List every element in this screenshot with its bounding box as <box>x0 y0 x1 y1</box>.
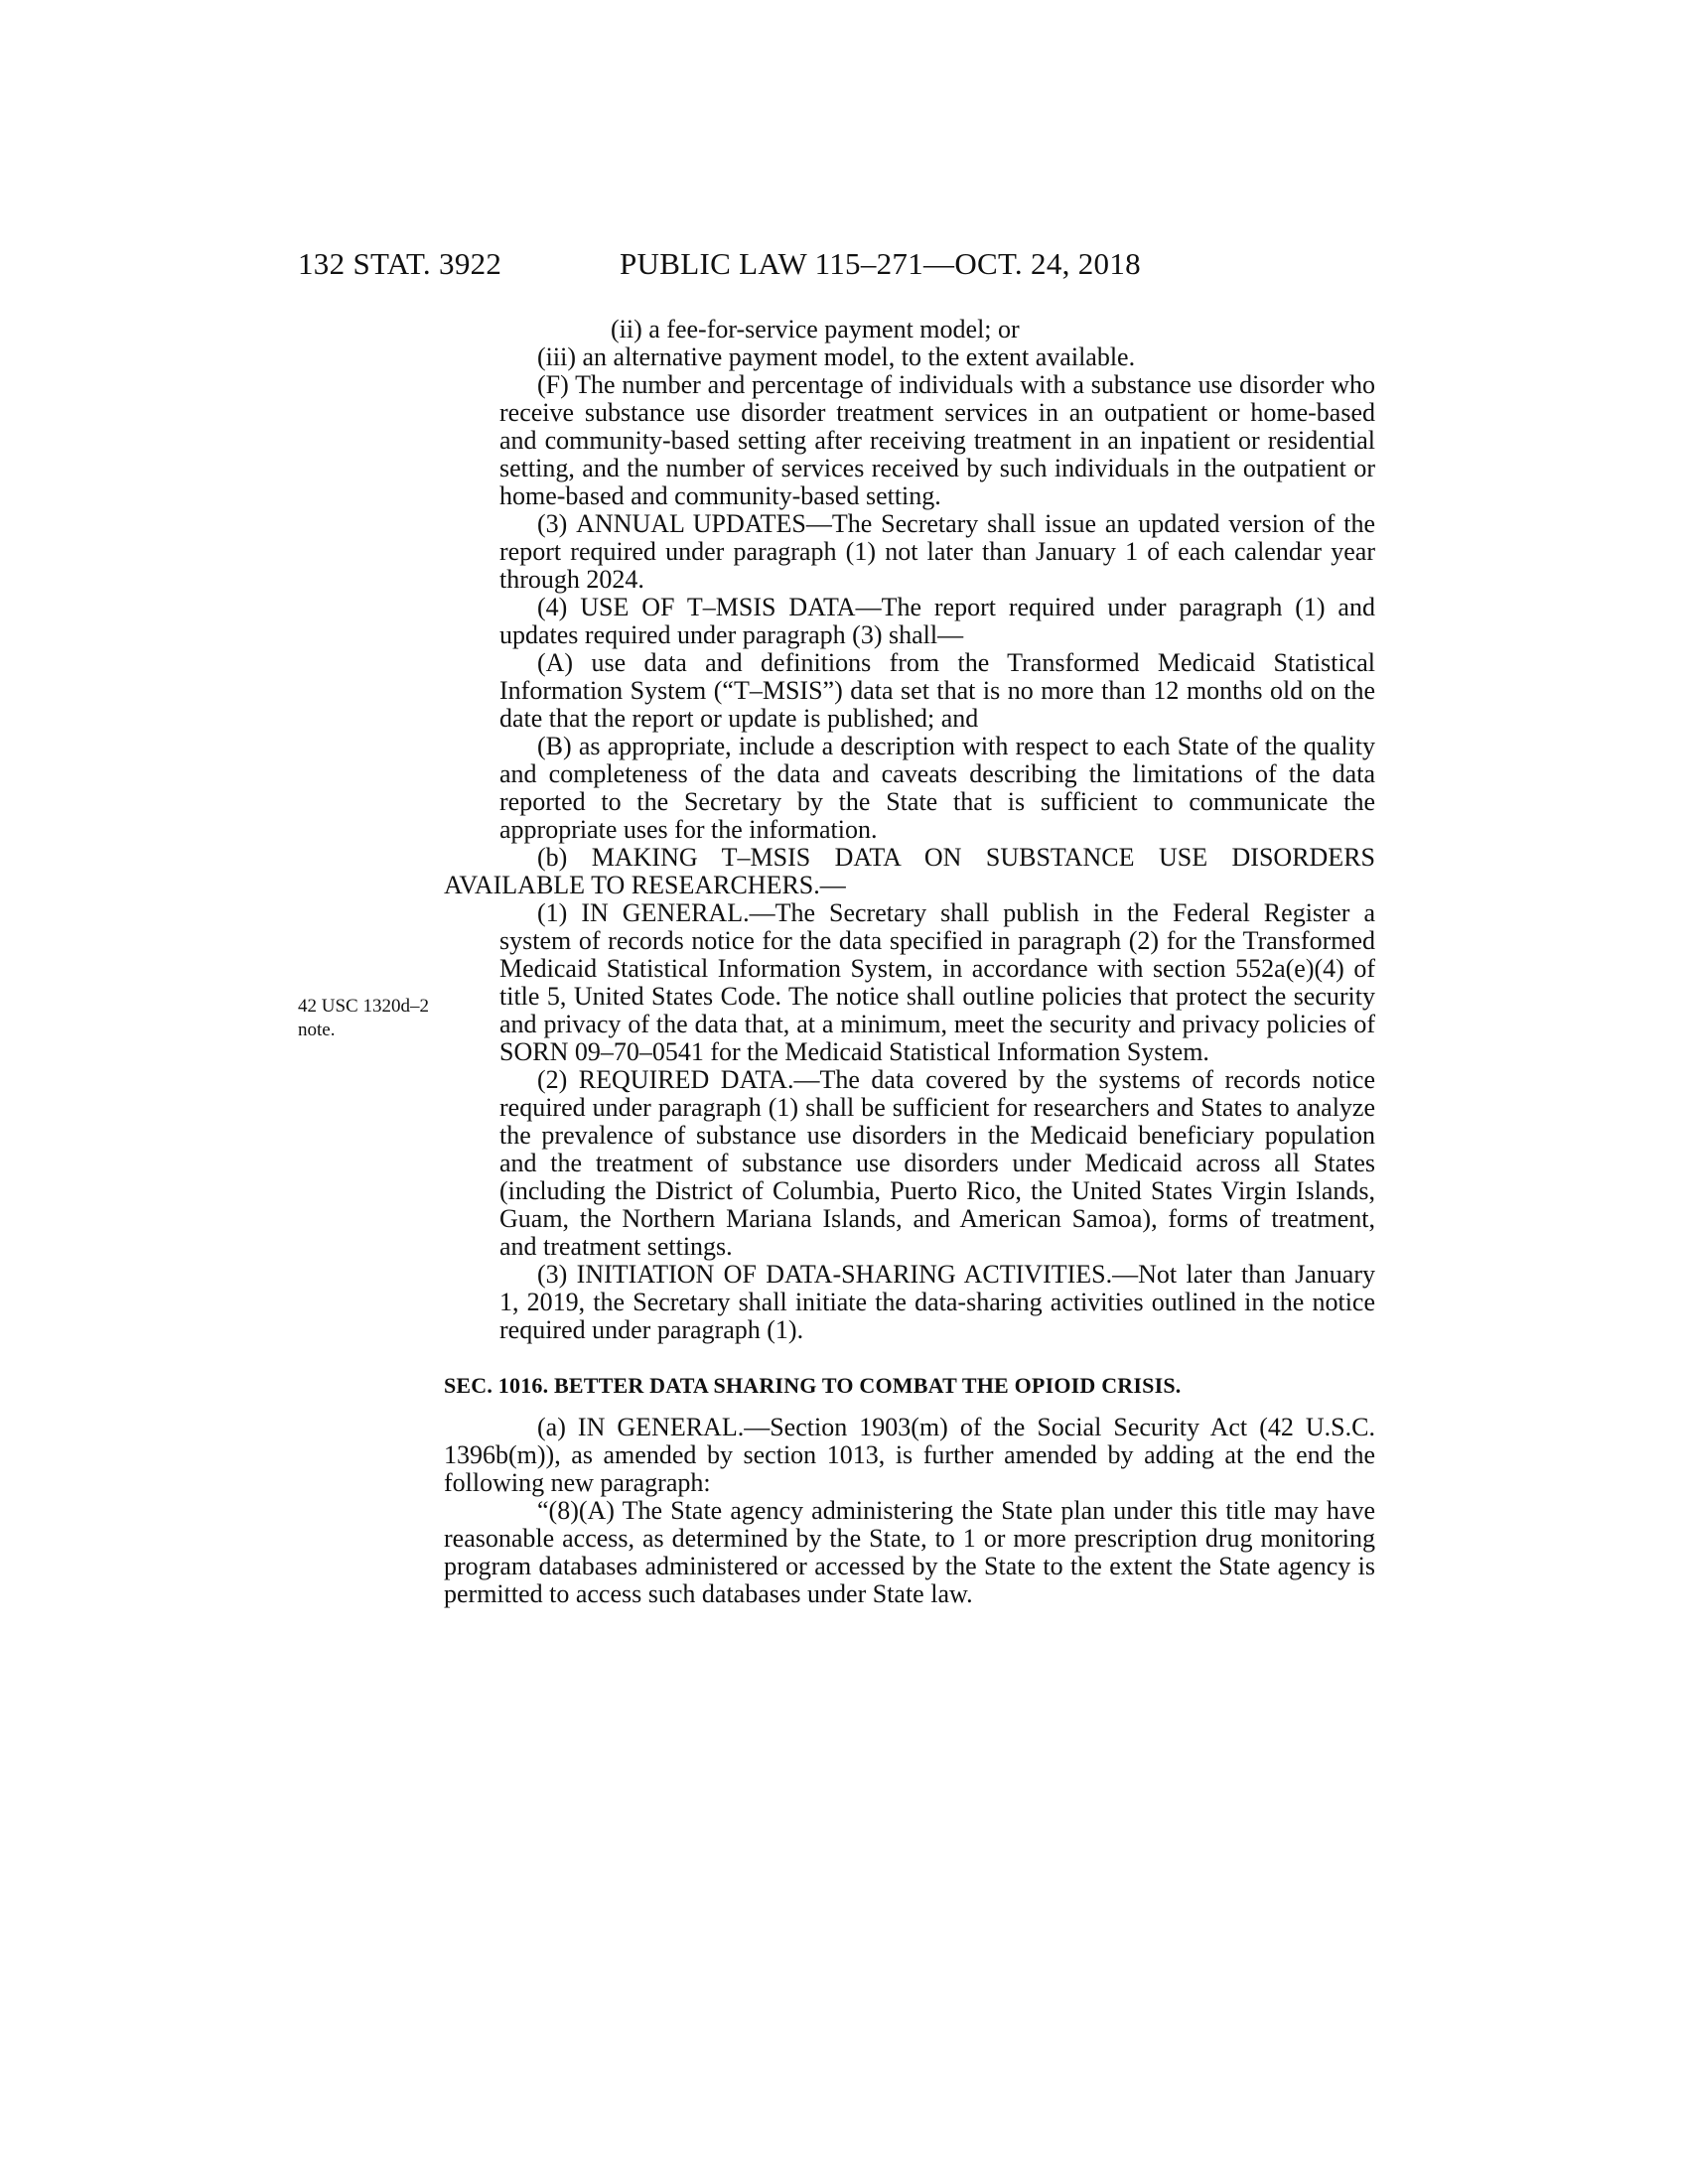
margin-note <box>298 995 429 1042</box>
paragraph-4-label: (4) <box>537 593 581 621</box>
paragraph-b2-label: (2) <box>537 1065 579 1094</box>
paragraph-b2 <box>499 1066 1375 1261</box>
paragraph-b2-heading: REQUIRED DATA <box>578 1065 787 1094</box>
paragraph-b3-label: (3) <box>537 1260 577 1289</box>
paragraph-3-label: (3) <box>537 509 577 538</box>
statute-page-reference: 132 STAT. 3922 <box>298 246 502 281</box>
subparagraph-b: (B) as appropriate, include a description with respect to each State of the quality and completeness of the data and caveats describing the limitations of the data reported to the Secretary by the State that is sufficient to communicate the appropriate uses for the information. <box>499 732 1375 844</box>
paragraph-b1 <box>499 899 1375 1066</box>
paragraph-b1-label: (1) <box>537 898 582 927</box>
section-heading: SEC. 1016. BETTER DATA SHARING TO COMBAT THE OPIOID CRISIS. <box>444 1373 1182 1398</box>
paragraph-b3-text: .—Not later than January 1, 2019, the Secretary shall initiate the data-sharing activities outlined in the notice required under paragraph (1). <box>499 1260 1375 1344</box>
paragraph-b3-heading: INITIATION OF DATA-SHARING ACTIVITIES <box>576 1260 1106 1289</box>
subsection-b-dash: .— <box>813 871 846 899</box>
subsection-b <box>444 844 1375 899</box>
paragraph-3-text: —The Secretary shall issue an updated version of the report required under paragraph (1) not later than January 1 of each calendar year through 2024. <box>499 509 1375 594</box>
paragraph-8a: “(8)(A) The State agency administering the State plan under this title may have reasonable access, as determined by the State, to 1 or more prescription drug monitoring program databases administered or accessed by the State to the extent the State agency is permitted to access such databases under State law. <box>444 1496 1375 1608</box>
subparagraph-f: (F) The number and percentage of individuals with a substance use disorder who receive substance use disorder treatment services in an outpatient or home-based and community-based setting after receiving treatment in an inpatient or residential setting, and the number of services received by such individuals in the outpatient or home-based and community-based setting. <box>499 370 1375 510</box>
paragraph-b1-text: .—The Secretary shall publish in the Federal Register a system of records notice for the data specified in paragraph (2) for the Transformed Medicaid Statistical Information System, in accordance with section 552a(e)(4) of title 5, United States Code. The notice shall outline policies that protect the security and privacy of the data that, at a minimum, meet the security and privacy policies of SORN 09–70–0541 for the Medicaid Statistical Information System. <box>499 898 1375 1066</box>
margin-note-suffix: note. <box>298 1020 336 1040</box>
subsection-a-heading: IN GENERAL <box>577 1413 738 1441</box>
clause-ii: (ii) a fee-for-service payment model; or <box>611 315 1020 343</box>
paragraph-b3 <box>499 1261 1375 1344</box>
subsection-b-heading: MAKING T–MSIS DATA ON SUBSTANCE USE DISORDERS AVAILABLE TO RESEARCHERS <box>444 843 1375 899</box>
subparagraph-a: (A) use data and definitions from the Transformed Medicaid Statistical Information System (“T–MSIS”) data set that is no more than 12 months old on the date that the report or update is published; and <box>499 648 1375 733</box>
body-text <box>444 315 1376 1608</box>
clause-iii: (iii) an alternative payment model, to the extent available. <box>537 342 1136 371</box>
subsection-b-label: (b) <box>537 843 592 872</box>
paragraph-3 <box>499 510 1375 594</box>
subsection-a <box>444 1414 1375 1497</box>
running-header-title: PUBLIC LAW 115–271—OCT. 24, 2018 <box>620 246 1141 281</box>
margin-note-citation: 42 USC 1320d–2 <box>298 996 429 1017</box>
paragraph-4-text: —The report required under paragraph (1) and updates required under paragraph (3) shall— <box>499 593 1375 649</box>
subsection-a-label: (a) <box>537 1413 578 1441</box>
paragraph-4-heading: USE OF T–MSIS DATA <box>580 593 856 621</box>
paragraph-3-heading: ANNUAL UPDATES <box>576 509 806 538</box>
paragraph-4 <box>499 594 1375 649</box>
paragraph-b2-text: .—The data covered by the systems of records notice required under paragraph (1) shall be sufficient for researchers and States to analyze the prevalence of substance use disorders in the Medicaid beneficiary population and the treatment of substance use disorders under Medicaid across all States (including the District of Columbia, Puerto Rico, the United States Virgin Islands, Guam, the Northern Mariana Islands, and American Samoa), forms of treatment, and treatment settings. <box>499 1065 1376 1261</box>
subsection-a-text: .—Section 1903(m) of the Social Security Act (42 U.S.C. 1396b(m)), as amended by section 1013, is further amended by adding at the end the following new paragraph: <box>444 1413 1375 1497</box>
paragraph-b1-heading: IN GENERAL <box>581 898 744 927</box>
